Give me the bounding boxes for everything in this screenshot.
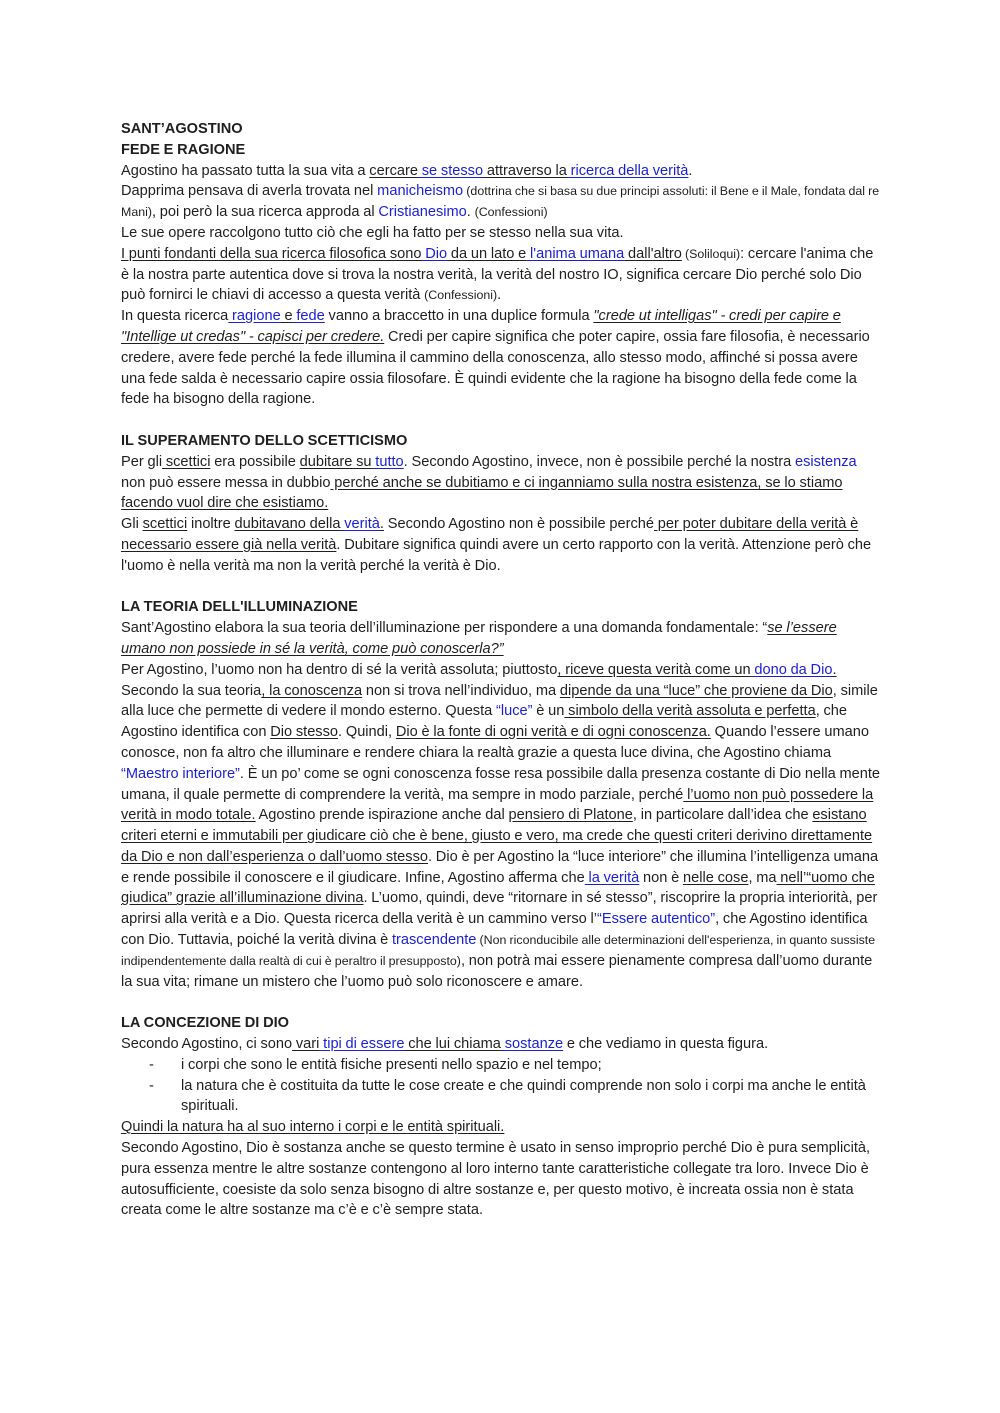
highlighted-term: ricerca della verità (566, 162, 689, 179)
paragraph (121, 514, 883, 576)
text-run: , non potrà mai essere pienamente compresa dall’uomo durante la sua vita; rimane un mistero che l’uomo può solo riconoscere e amare. (121, 952, 873, 990)
text-run: , poi però la sua ricerca approda al (151, 204, 379, 221)
highlighted-term: l'anima umana (526, 245, 625, 262)
underlined-text: scettici (142, 516, 188, 533)
text-run: . (497, 287, 502, 304)
underlined-text: esistano criteri eterni e immutabili per giudicare ciò che è bene, giusto e vero, ma crede che questi criteri derivino direttamente da Dio e non dall’esperienza o dall’uomo stesso (121, 807, 873, 865)
list-item (121, 1076, 883, 1118)
bullet-list (121, 1055, 883, 1117)
underlined-text: . (832, 661, 837, 678)
text-run: . Dio è per Agostino la “luce interiore” che illumina l’intelligenza umana e rende possibile il conoscere e il giudicare. Infine, Agostino afferma che (121, 848, 879, 886)
paragraph (121, 306, 883, 410)
text-run: non si trova nell’individuo, ma (362, 682, 560, 699)
underlined-text: nelle cose (683, 869, 749, 886)
highlighted-term: dono da Dio (750, 661, 833, 678)
paragraph (121, 618, 883, 660)
section-heading: FEDE E RAGIONE (121, 141, 246, 158)
underlined-text: cercare (369, 162, 418, 179)
highlighted-term: fede (292, 308, 325, 325)
text-run: . Dubitare significa quindi avere un certo rapporto con la verità. Attenzione però che l'uomo è nella verità ma non la verità perché la verità è Dio. (121, 536, 872, 574)
text-run: vanno a braccetto in una duplice formula (324, 308, 594, 325)
highlighted-term: manicheismo (377, 183, 464, 200)
section-concezione-di-dio (121, 1013, 883, 1221)
text-run: Per Agostino, l’uomo non ha dentro di sé la verità assoluta; piuttosto (121, 661, 558, 678)
text-run: , simile alla luce che permette di vedere il mondo esterno. Questa (121, 682, 878, 720)
underlined-text: se l’essere umano non possiede in sé la verità, come può conoscerla?” (121, 620, 837, 657)
spacer (121, 992, 883, 1013)
underlined-text: perché anche se dubitiamo e ci inganniamo sulla nostra esistenza, se lo stiamo facendo vuol dire che esistiamo. (121, 474, 843, 512)
paragraph (121, 1138, 883, 1221)
text-run: . È un po’ come se ogni conoscenza fosse resa possibile dalla presenza costante di Dio nella mente umana, il quale permette di comprendere la verità, ma sempre in modo parziale, perché (121, 765, 881, 803)
text-run: , che Agostino identifica con (121, 703, 848, 741)
text-run: inoltre (187, 516, 235, 533)
underlined-text: , la conoscenza (261, 682, 363, 699)
underlined-text: pensiero di Platone (508, 807, 633, 824)
underlined-text: , riceve questa verità come un (557, 661, 751, 678)
text-run: non può essere messa in dubbio (121, 474, 331, 491)
underlined-text: dall'altro (624, 245, 682, 262)
text-run: e che vediamo in questa figura. (563, 1036, 769, 1053)
underlined-text: Dio stesso (270, 724, 339, 741)
text-run: Dapprima pensava di averla trovata nel (121, 183, 378, 200)
text-run: Per gli (121, 453, 163, 470)
paragraph (121, 1034, 883, 1055)
text-run: Agostino prende ispirazione anche dal (255, 807, 509, 824)
section-superamento-scetticismo (121, 431, 883, 577)
text-run: . L’uomo, quindi, deve “ritornare in sé stesso”, riscoprire la propria interiorità, per aprirsi alla verità e a Dio. Questa ricerca della verità è un cammino verso l’ (121, 890, 878, 928)
highlighted-term: sostanze (500, 1036, 564, 1053)
section-fede-e-ragione (121, 140, 883, 410)
highlighted-term: tipi di essere (319, 1036, 405, 1053)
text-run: Quando l’essere umano conosce, non fa altro che illuminare e rendere chiara la realtà grazie a questa luce divina, che Agostino chiama (121, 724, 869, 761)
paragraph (121, 1117, 883, 1138)
highlighted-term: ragione (228, 308, 281, 325)
text-run: In questa ricerca (121, 308, 229, 325)
document-title: SANT’AGOSTINO (121, 121, 243, 137)
text-run: : cercare l'anima che è la nostra parte autentica dove si trova la nostra verità, la verità del nostro IO, significa cercare Dio perché solo Dio può fornirci le chiavi di accesso a questa verità (121, 245, 874, 304)
underlined-text: dipende da una “luce” che proviene da Dio (559, 682, 833, 699)
section-heading: IL SUPERAMENTO DELLO SCETTICISMO (121, 432, 408, 449)
text-run: . (688, 162, 693, 179)
highlighted-term: “luce” (496, 703, 533, 720)
highlighted-term: “Maestro interiore” (121, 765, 240, 782)
text-run: . (466, 204, 475, 221)
list-item (121, 1055, 883, 1076)
text-run: Secondo Agostino, Dio è sostanza anche se questo termine è usato in senso improprio perché Dio è pura semplicità, pura essenza mentre le altre sostanze contengono al loro interno tante caratteristiche collegate tra loro. Invece Dio è autosufficiente, coesiste da solo senza bisogno di altre sostanze e, per questo motivo, è increata ossia non è stata creata come le altre sostanze ma c’è e c’è sempre stata. (121, 1140, 871, 1219)
list-item-text: i corpi che sono le entità fisiche presenti nello spazio e nel tempo; (181, 1056, 602, 1073)
text-run: Le sue opere raccolgono tutto ciò che egli ha fatto per se stesso nella sua vita. (121, 224, 624, 241)
underlined-text: . (379, 516, 384, 533)
text-run: è un (532, 703, 565, 720)
underlined-text: scettici (162, 453, 211, 470)
underlined-text: Dio è la fonte di ogni verità e di ogni conoscenza. (395, 724, 711, 741)
text-run: , che Agostino identifica con Dio. Tuttavia, poiché la verità divina è (121, 911, 868, 949)
text-run: Sant’Agostino elabora la sua teoria dell’illuminazione per rispondere a una domanda fondamentale: “ (121, 620, 768, 637)
paragraph (121, 452, 883, 514)
text-run: (dottrina che si basa su due principi assoluti: il Bene e il Male, fondata dal re Mani) (121, 184, 880, 220)
highlighted-term: la verità (584, 869, 640, 886)
highlighted-term: tutto (371, 453, 404, 470)
text-run: (Soliloqui) (681, 246, 741, 261)
underlined-text: Quindi la natura ha al suo interno i corpi e le entità spirituali. (121, 1119, 505, 1136)
underlined-text: dubitare su (299, 453, 372, 470)
section-heading: LA TEORIA DELL'ILLUMINAZIONE (121, 599, 358, 616)
text-run: era possibile (210, 453, 300, 470)
text-run: Agostino ha passato tutta la sua vita a (121, 162, 370, 179)
underlined-text: che lui chiama (404, 1036, 501, 1053)
paragraph (121, 181, 883, 223)
text-run: (Non riconducibile alle determinazioni dell'esperienza, in quanto sussiste indipendentemente dalla realtà di cui è peraltro il presupposto) (121, 933, 876, 968)
paragraph (121, 660, 883, 993)
list-marker: - (149, 1056, 154, 1073)
text-run: Secondo la sua teoria (121, 682, 262, 699)
highlighted-term: se stesso (417, 162, 484, 179)
list-marker: - (149, 1077, 154, 1094)
underlined-text: per poter dubitare della verità è necessario essere già nella verità (121, 516, 859, 553)
section-heading: LA CONCEZIONE DI DIO (121, 1015, 290, 1032)
text-run: Gli (121, 516, 143, 533)
highlighted-term: verità (340, 516, 380, 533)
highlighted-term: Dio (421, 245, 448, 262)
paragraph (121, 161, 883, 182)
underlined-text: I punti fondanti della sua ricerca filosofica sono (121, 245, 422, 262)
list-item-text: la natura che è costituita da tutte le cose create e che quindi comprende non solo i corpi ma anche le entità spirituali. (181, 1077, 866, 1115)
text-run: . Secondo Agostino, invece, non è possibile perché la nostra (403, 453, 795, 470)
underlined-text: dubitavano della (234, 516, 341, 533)
document-page (121, 119, 883, 1221)
underlined-text: simbolo della verità assoluta e perfetta (564, 703, 816, 720)
underlined-text: e (280, 308, 293, 325)
underlined-text: da un lato e (447, 245, 527, 262)
underlined-text: attraverso la (483, 162, 567, 179)
text-run: (Confessioni) (424, 288, 498, 303)
text-run: . Quindi, (338, 724, 396, 741)
underlined-text: l’uomo non può possedere la verità in modo totale. (121, 786, 874, 824)
spacer (121, 410, 883, 431)
text-run: (Confessioni) (474, 205, 548, 220)
highlighted-term: trascendente (391, 932, 477, 949)
highlighted-term: Cristianesimo (378, 204, 467, 221)
text-run: non è (639, 869, 684, 886)
underlined-text: "crede ut intelligas" - credi per capire e "Intellige ut credas" - capisci per credere. (121, 308, 841, 345)
highlighted-term: esistenza (794, 453, 857, 470)
paragraph (121, 223, 883, 244)
text-run: Secondo Agostino non è possibile perché (383, 516, 654, 533)
spacer (121, 577, 883, 598)
highlighted-term: “Essere autentico” (596, 911, 716, 928)
paragraph (121, 244, 883, 306)
underlined-text: nell’“uomo che giudica” grazie all’illuminazione divina (121, 869, 875, 907)
text-run: , ma (748, 869, 777, 886)
section-teoria-illuminazione (121, 597, 883, 992)
text-run: , in particolare dall’idea che (632, 807, 813, 824)
underlined-text: vari (292, 1036, 320, 1053)
text-run: Credi per capire significa che poter capire, ossia fare filosofia, è necessario credere, avere fede perché la fede illumina il cammino della conoscenza, allo stesso modo, affinché si possa avere una fede salda è necessario capire ossia filosofare. È quindi evidente che la ragione ha bisogno della fede come la fede ha bisogno della ragione. (121, 328, 870, 408)
text-run: Secondo Agostino, ci sono (121, 1036, 293, 1053)
